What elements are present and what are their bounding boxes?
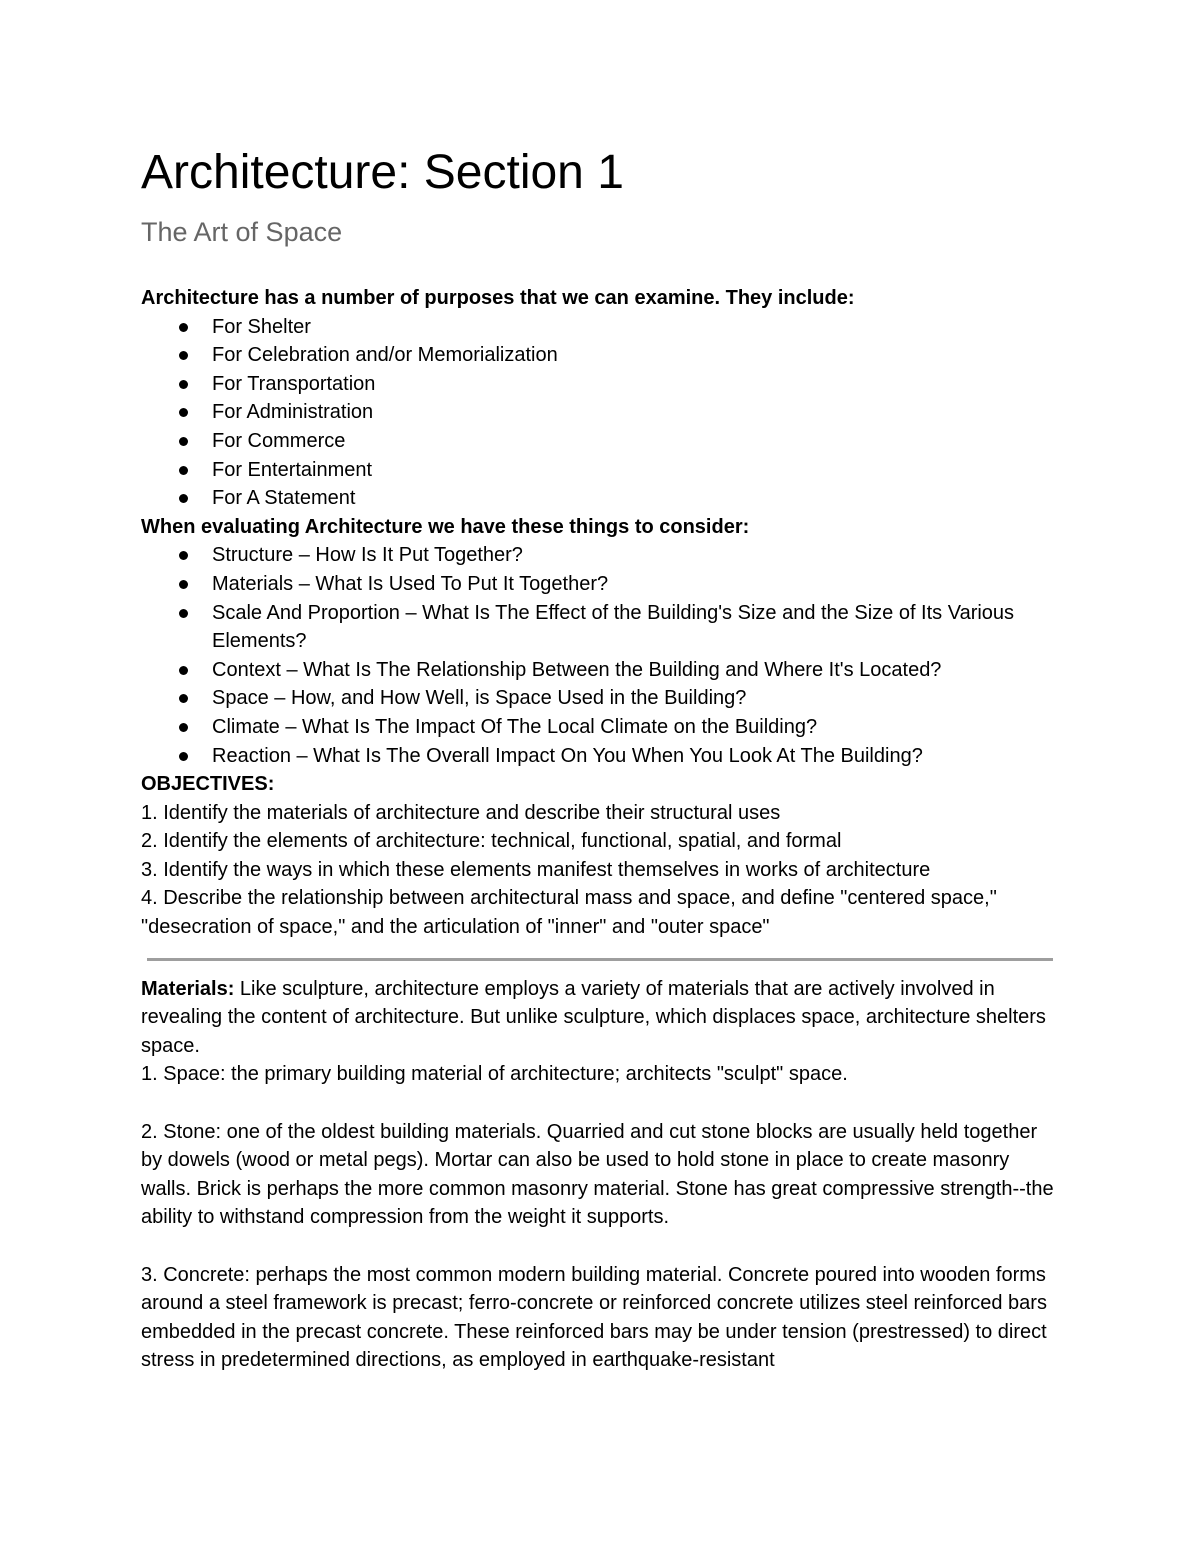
list-item: For Entertainment <box>212 456 1061 485</box>
objective-item: 1. Identify the materials of architecture and describe their structural uses <box>141 801 781 824</box>
document-body <box>141 284 1061 1375</box>
list-item: For Celebration and/or Memorialization <box>212 341 1061 370</box>
document-page <box>141 140 1061 1375</box>
purposes-list <box>141 313 1061 513</box>
list-item: Scale And Proportion – What Is The Effect of the Building's Size and the Size of Its Various Elements? <box>212 599 1061 656</box>
objectives-heading: OBJECTIVES: <box>141 773 275 796</box>
evaluating-list <box>141 541 1061 770</box>
purposes-heading: Architecture has a number of purposes that we can examine. They include: <box>141 287 855 309</box>
materials-intro-text: Like sculpture, architecture employs a variety of materials that are actively involved in revealing the content of architecture. But unlike sculpture, which displaces space, architecture shelters space. <box>141 977 1046 1057</box>
objective-item: 3. Identify the ways in which these elements manifest themselves in works of architecture <box>141 858 931 881</box>
list-item: Materials – What Is Used To Put It Together? <box>212 570 1061 599</box>
list-item: For Transportation <box>212 370 1061 399</box>
list-item: Reaction – What Is The Overall Impact On You When You Look At The Building? <box>212 742 1061 771</box>
objective-item: 2. Identify the elements of architecture: technical, functional, spatial, and formal <box>141 830 842 853</box>
material-stone: 2. Stone: one of the oldest building materials. Quarried and cut stone blocks are usually held together by dowels (wood or metal pegs). Mortar can also be used to hold stone in place to create masonry walls. Brick is perhaps the more common masonry material. Stone has great compressive strength--the ability to withstand compression from the weight it supports. <box>141 1120 1054 1229</box>
spacer <box>141 1089 1061 1118</box>
spacer <box>141 1232 1061 1261</box>
list-item: Structure – How Is It Put Together? <box>212 541 1061 570</box>
list-item: For Commerce <box>212 427 1061 456</box>
material-concrete: 3. Concrete: perhaps the most common modern building material. Concrete poured into wooden forms around a steel framework is precast; ferro-concrete or reinforced concrete utilizes steel reinforced bars embedded in the precast concrete. These reinforced bars may be under tension (prestressed) to direct stress in predetermined directions, as employed in earthquake-resistant <box>141 1263 1047 1372</box>
materials-label: Materials: <box>141 977 235 1000</box>
list-item: For A Statement <box>212 484 1061 513</box>
list-item: For Shelter <box>212 313 1061 342</box>
page-subtitle: The Art of Space <box>141 217 343 247</box>
list-item: Climate – What Is The Impact Of The Local Climate on the Building? <box>212 713 1061 742</box>
page-title: Architecture: Section 1 <box>141 146 624 199</box>
list-item: For Administration <box>212 398 1061 427</box>
materials-intro <box>141 975 1061 1061</box>
list-item: Context – What Is The Relationship Between the Building and Where It's Located? <box>212 656 1061 685</box>
horizontal-rule <box>147 958 1053 961</box>
evaluating-heading: When evaluating Architecture we have these things to consider: <box>141 515 750 538</box>
list-item: Space – How, and How Well, is Space Used in the Building? <box>212 684 1061 713</box>
material-space: 1. Space: the primary building material of architecture; architects "sculpt" space. <box>141 1063 848 1086</box>
objective-item: 4. Describe the relationship between architectural mass and space, and define "centered space," "desecration of space," and the articulation of "inner" and "outer space" <box>141 887 997 939</box>
